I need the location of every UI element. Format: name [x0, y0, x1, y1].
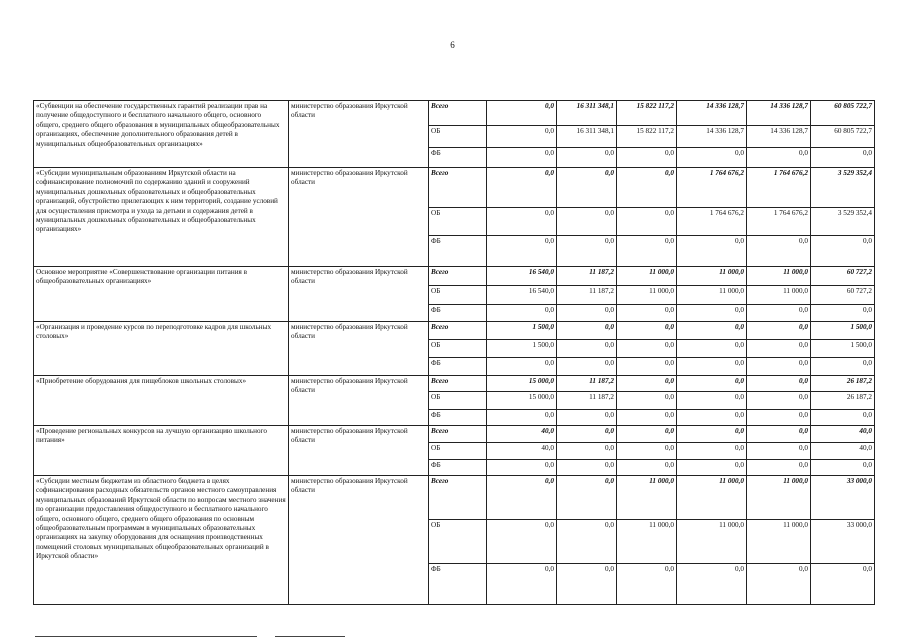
amount-cell: 16 311 348,1 — [557, 101, 617, 126]
amount-cell: 0,0 — [811, 564, 875, 605]
funding-source: Всего — [429, 101, 487, 126]
amount-cell: 1 764 676,2 — [677, 168, 747, 208]
amount-cell: 0,0 — [747, 392, 811, 410]
amount-cell: 0,0 — [617, 340, 677, 358]
amount-cell: 0,0 — [487, 476, 557, 520]
amount-cell: 26 187,2 — [811, 392, 875, 410]
amount-cell: 0,0 — [747, 148, 811, 168]
footer-rule — [275, 636, 345, 637]
amount-cell: 0,0 — [487, 101, 557, 126]
measure-name: «Проведение региональных конкурсов на лучшую организацию школьного питания» — [34, 426, 289, 476]
executor: министерство образования Иркутской области — [289, 168, 429, 267]
amount-cell: 0,0 — [677, 564, 747, 605]
amount-cell: 1 500,0 — [487, 322, 557, 340]
amount-cell: 0,0 — [747, 443, 811, 460]
amount-cell: 0,0 — [487, 208, 557, 236]
amount-cell: 11 000,0 — [747, 476, 811, 520]
executor: министерство образования Иркутской области — [289, 267, 429, 322]
amount-cell: 0,0 — [487, 460, 557, 476]
amount-cell: 60 727,2 — [811, 286, 875, 305]
amount-cell: 33 000,0 — [811, 476, 875, 520]
amount-cell: 0,0 — [617, 376, 677, 392]
amount-cell: 40,0 — [811, 443, 875, 460]
amount-cell: 11 000,0 — [617, 267, 677, 286]
amount-cell: 0,0 — [617, 410, 677, 426]
amount-cell: 16 311 348,1 — [557, 126, 617, 148]
amount-cell: 0,0 — [677, 460, 747, 476]
amount-cell: 0,0 — [811, 358, 875, 376]
amount-cell: 0,0 — [617, 564, 677, 605]
amount-cell: 0,0 — [487, 126, 557, 148]
amount-cell: 0,0 — [617, 358, 677, 376]
amount-cell: 0,0 — [487, 410, 557, 426]
amount-cell: 0,0 — [677, 340, 747, 358]
executor: министерство образования Иркутской области — [289, 476, 429, 605]
amount-cell: 1 500,0 — [811, 340, 875, 358]
amount-cell: 0,0 — [557, 305, 617, 322]
amount-cell: 0,0 — [487, 168, 557, 208]
amount-cell: 11 187,2 — [557, 392, 617, 410]
funding-source: ФБ — [429, 148, 487, 168]
amount-cell: 0,0 — [617, 148, 677, 168]
amount-cell: 40,0 — [811, 426, 875, 443]
amount-cell: 0,0 — [617, 392, 677, 410]
amount-cell: 0,0 — [617, 460, 677, 476]
funding-source: Всего — [429, 267, 487, 286]
measure-name: «Субвенции на обеспечение государственных гарантий реализации прав на получение общедоступного и бесплатного начального общего, основного общего, среднего общего образования в муниципальных общеобразовательных организациях, обеспечение дополнительного образования детей в муниципальных общеобразовательных организациях» — [34, 101, 289, 168]
amount-cell: 11 000,0 — [747, 267, 811, 286]
funding-source: Всего — [429, 322, 487, 340]
amount-cell: 15 822 117,2 — [617, 101, 677, 126]
amount-cell: 0,0 — [677, 376, 747, 392]
amount-cell: 0,0 — [747, 426, 811, 443]
amount-cell: 11 000,0 — [677, 520, 747, 564]
page-number: 6 — [450, 40, 455, 50]
amount-cell: 33 000,0 — [811, 520, 875, 564]
amount-cell: 11 000,0 — [747, 286, 811, 305]
amount-cell: 0,0 — [557, 410, 617, 426]
funding-source: Всего — [429, 426, 487, 443]
amount-cell: 0,0 — [557, 426, 617, 443]
amount-cell: 60 805 722,7 — [811, 126, 875, 148]
funding-source: ОБ — [429, 443, 487, 460]
amount-cell: 0,0 — [617, 305, 677, 322]
funding-source: ОБ — [429, 340, 487, 358]
funding-source: Всего — [429, 376, 487, 392]
amount-cell: 0,0 — [557, 564, 617, 605]
amount-cell: 0,0 — [557, 322, 617, 340]
table-row — [34, 101, 875, 126]
amount-cell: 1 764 676,2 — [677, 208, 747, 236]
amount-cell: 0,0 — [747, 376, 811, 392]
amount-cell: 11 187,2 — [557, 376, 617, 392]
amount-cell: 0,0 — [487, 148, 557, 168]
amount-cell: 0,0 — [747, 340, 811, 358]
funding-source: ФБ — [429, 410, 487, 426]
amount-cell: 0,0 — [557, 208, 617, 236]
table-row — [34, 476, 875, 520]
amount-cell: 0,0 — [811, 236, 875, 267]
amount-cell: 11 187,2 — [557, 286, 617, 305]
amount-cell: 0,0 — [557, 520, 617, 564]
amount-cell: 0,0 — [487, 564, 557, 605]
table-row — [34, 168, 875, 208]
funding-source: ФБ — [429, 236, 487, 267]
amount-cell: 0,0 — [617, 208, 677, 236]
budget-table — [33, 100, 875, 605]
amount-cell: 0,0 — [747, 305, 811, 322]
amount-cell: 0,0 — [811, 410, 875, 426]
amount-cell: 15 000,0 — [487, 376, 557, 392]
amount-cell: 0,0 — [747, 358, 811, 376]
executor: министерство образования Иркутской области — [289, 376, 429, 426]
amount-cell: 15 000,0 — [487, 392, 557, 410]
amount-cell: 15 822 117,2 — [617, 126, 677, 148]
measure-name: «Приобретение оборудования для пищеблоков школьных столовых» — [34, 376, 289, 426]
funding-source: ФБ — [429, 460, 487, 476]
executor: министерство образования Иркутской области — [289, 101, 429, 168]
table-row — [34, 426, 875, 443]
amount-cell: 0,0 — [487, 305, 557, 322]
amount-cell: 0,0 — [811, 148, 875, 168]
amount-cell: 0,0 — [677, 305, 747, 322]
amount-cell: 40,0 — [487, 443, 557, 460]
funding-source: ФБ — [429, 564, 487, 605]
amount-cell: 0,0 — [747, 410, 811, 426]
amount-cell: 0,0 — [677, 236, 747, 267]
amount-cell: 1 764 676,2 — [747, 208, 811, 236]
amount-cell: 11 000,0 — [617, 476, 677, 520]
funding-source: ФБ — [429, 305, 487, 322]
amount-cell: 26 187,2 — [811, 376, 875, 392]
amount-cell: 16 540,0 — [487, 286, 557, 305]
amount-cell: 14 336 128,7 — [747, 101, 811, 126]
amount-cell: 0,0 — [557, 236, 617, 267]
amount-cell: 0,0 — [557, 443, 617, 460]
amount-cell: 0,0 — [617, 168, 677, 208]
amount-cell: 14 336 128,7 — [677, 101, 747, 126]
budget-table-body — [34, 101, 875, 605]
amount-cell: 1 500,0 — [811, 322, 875, 340]
funding-source: ОБ — [429, 208, 487, 236]
funding-source: ОБ — [429, 126, 487, 148]
measure-name: «Субсидии местным бюджетам из областного бюджета в целях софинансирования расходных обязательств органов местного самоуправления муниципальных образований Иркутской области по вопросам местного значения по организации предоставления общедоступного и бесплатного начального общего, основного общего, среднего общего образования по основным общеобразовательным программам в муниципальных образовательных организациях на закупку оборудования для оснащения производственных помещений столовых муниципальных общеобразовательных организаций в Иркутской области» — [34, 476, 289, 605]
measure-name: «Субсидии муниципальным образованиям Иркутской области на софинансирование полномочий по содержанию зданий и сооружений муниципальных дошкольных образовательных и общеобразовательных организаций, обустройство прилегающих к ним территорий, создание условий для осуществления присмотра и ухода за детьми и содержания детей в муниципальных дошкольных образовательных и общеобразовательных организациях» — [34, 168, 289, 267]
amount-cell: 0,0 — [557, 358, 617, 376]
amount-cell: 1 500,0 — [487, 340, 557, 358]
amount-cell: 11 000,0 — [677, 476, 747, 520]
table-row — [34, 267, 875, 286]
table-row — [34, 376, 875, 392]
amount-cell: 0,0 — [557, 476, 617, 520]
amount-cell: 0,0 — [487, 358, 557, 376]
footer-rule — [35, 636, 257, 637]
amount-cell: 0,0 — [677, 443, 747, 460]
amount-cell: 0,0 — [677, 322, 747, 340]
amount-cell: 11 187,2 — [557, 267, 617, 286]
amount-cell: 1 764 676,2 — [747, 168, 811, 208]
table-row — [34, 322, 875, 340]
amount-cell: 60 805 722,7 — [811, 101, 875, 126]
funding-source: ОБ — [429, 286, 487, 305]
amount-cell: 0,0 — [487, 236, 557, 267]
amount-cell: 0,0 — [617, 426, 677, 443]
amount-cell: 14 336 128,7 — [677, 126, 747, 148]
amount-cell: 0,0 — [747, 460, 811, 476]
amount-cell: 11 000,0 — [677, 267, 747, 286]
amount-cell: 11 000,0 — [617, 520, 677, 564]
measure-name: «Организация и проведение курсов по переподготовке кадров для школьных столовых» — [34, 322, 289, 376]
amount-cell: 11 000,0 — [677, 286, 747, 305]
amount-cell: 40,0 — [487, 426, 557, 443]
amount-cell: 0,0 — [487, 520, 557, 564]
amount-cell: 11 000,0 — [617, 286, 677, 305]
amount-cell: 16 540,0 — [487, 267, 557, 286]
amount-cell: 0,0 — [617, 322, 677, 340]
amount-cell: 0,0 — [677, 392, 747, 410]
funding-source: ОБ — [429, 520, 487, 564]
amount-cell: 0,0 — [747, 564, 811, 605]
funding-source: Всего — [429, 476, 487, 520]
amount-cell: 0,0 — [617, 443, 677, 460]
funding-source: ОБ — [429, 392, 487, 410]
amount-cell: 0,0 — [747, 322, 811, 340]
amount-cell: 14 336 128,7 — [747, 126, 811, 148]
amount-cell: 0,0 — [677, 426, 747, 443]
amount-cell: 0,0 — [677, 148, 747, 168]
amount-cell: 0,0 — [747, 236, 811, 267]
amount-cell: 0,0 — [677, 358, 747, 376]
executor: министерство образования Иркутской области — [289, 426, 429, 476]
amount-cell: 0,0 — [557, 340, 617, 358]
executor: министерство образования Иркутской области — [289, 322, 429, 376]
amount-cell: 0,0 — [617, 236, 677, 267]
measure-name: Основное мероприятие «Совершенствование организации питания в общеобразовательных организациях» — [34, 267, 289, 322]
amount-cell: 3 529 352,4 — [811, 168, 875, 208]
amount-cell: 0,0 — [557, 460, 617, 476]
amount-cell: 0,0 — [677, 410, 747, 426]
amount-cell: 11 000,0 — [747, 520, 811, 564]
amount-cell: 3 529 352,4 — [811, 208, 875, 236]
amount-cell: 0,0 — [811, 305, 875, 322]
amount-cell: 0,0 — [557, 148, 617, 168]
amount-cell: 0,0 — [557, 168, 617, 208]
amount-cell: 60 727,2 — [811, 267, 875, 286]
funding-source: Всего — [429, 168, 487, 208]
funding-source: ФБ — [429, 358, 487, 376]
amount-cell: 0,0 — [811, 460, 875, 476]
